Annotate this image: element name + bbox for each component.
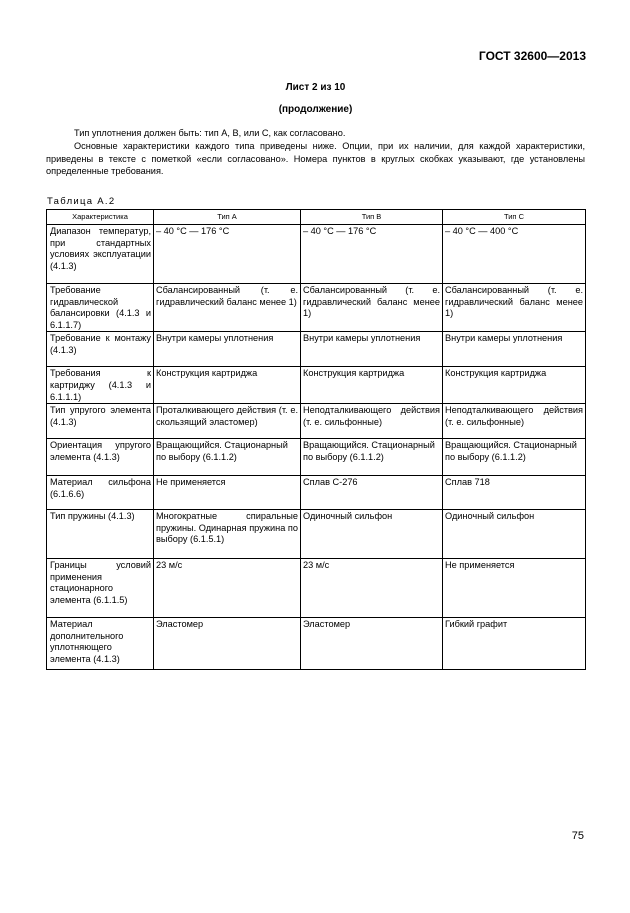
cell-characteristic: Требования к картриджу (4.1.3 и 6.1.1.1): [47, 367, 154, 404]
characteristics-table: [46, 209, 586, 670]
cell-type-a: Эластомер: [154, 618, 301, 670]
sheet-title: Лист 2 из 10: [285, 82, 346, 93]
header-type-c: Тип С: [443, 210, 586, 225]
cell-type-c: – 40 °С — 400 °С: [443, 225, 586, 284]
cell-type-b: 23 м/с: [301, 559, 443, 618]
header-type-b: Тип В: [301, 210, 443, 225]
table-row: [47, 439, 586, 476]
header-characteristic: Характеристика: [47, 210, 154, 225]
cell-type-c: Гибкий графит: [443, 618, 586, 670]
cell-type-b: Конструкция картриджа: [301, 367, 443, 404]
cell-characteristic: Материал дополнительного уплотняющего элемента (4.1.3): [47, 618, 154, 670]
cell-characteristic: Материал сильфона (6.1.6.6): [47, 476, 154, 510]
table-row: [47, 404, 586, 439]
cell-type-a: Многократные спиральные пружины. Одинарная пружина по выбору (6.1.5.1): [154, 510, 301, 559]
table-row: [47, 284, 586, 332]
continuation-label: (продолжение): [278, 104, 353, 115]
cell-type-a: – 40 °С — 176 °С: [154, 225, 301, 284]
cell-type-b: Внутри камеры уплотнения: [301, 332, 443, 367]
table-row: [47, 332, 586, 367]
cell-type-b: Одиночный сильфон: [301, 510, 443, 559]
cell-characteristic: Диапазон температур, при стандартных условиях эксплуатации (4.1.3): [47, 225, 154, 284]
table-row: [47, 559, 586, 618]
cell-characteristic: Ориентация упругого элемента (4.1.3): [47, 439, 154, 476]
intro-paragraph-2: Основные характеристики каждого типа приведены ниже. Опции, при их наличии, для каждой характеристики, приведены в тексте с пометкой «если согласовано». Номера пунктов в круглых скобках указывают, где установлены определенные требования.: [46, 141, 585, 176]
standard-number: ГОСТ 32600—2013: [478, 49, 586, 63]
cell-type-a: Вращающийся. Стационарный по выбору (6.1.1.2): [154, 439, 301, 476]
table-row: [47, 510, 586, 559]
cell-type-a: Конструкция картриджа: [154, 367, 301, 404]
page-number: 75: [571, 830, 584, 842]
cell-characteristic: Тип упругого элемента (4.1.3): [47, 404, 154, 439]
cell-type-b: Сбалансированный (т. е. гидравлический баланс менее 1): [301, 284, 443, 332]
cell-type-c: Сбалансированный (т. е. гидравлический баланс менее 1): [443, 284, 586, 332]
cell-type-c: Одиночный сильфон: [443, 510, 586, 559]
cell-type-a: Проталкивающего действия (т. е. скользящий эластомер): [154, 404, 301, 439]
table-row: [47, 618, 586, 670]
cell-type-a: 23 м/с: [154, 559, 301, 618]
table-row: [47, 476, 586, 510]
cell-type-a: Не применяется: [154, 476, 301, 510]
cell-type-b: Неподталкивающего действия (т. е. сильфонные): [301, 404, 443, 439]
cell-characteristic: Тип пружины (4.1.3): [47, 510, 154, 559]
cell-type-a: Внутри камеры уплотнения: [154, 332, 301, 367]
header-type-a: Тип А: [154, 210, 301, 225]
cell-type-c: Вращающийся. Стационарный по выбору (6.1.1.2): [443, 439, 586, 476]
table-row: [47, 225, 586, 284]
cell-type-c: Сплав 718: [443, 476, 586, 510]
cell-type-c: Неподталкивающего действия (т. е. сильфонные): [443, 404, 586, 439]
table-caption: Таблица А.2: [47, 196, 116, 207]
cell-type-b: – 40 °С — 176 °С: [301, 225, 443, 284]
table-row: [47, 367, 586, 404]
cell-type-c: Не применяется: [443, 559, 586, 618]
cell-type-b: Сплав С-276: [301, 476, 443, 510]
intro-paragraph-1: Тип уплотнения должен быть: тип А, В, или С, как согласовано.: [74, 128, 346, 138]
cell-type-c: Конструкция картриджа: [443, 367, 586, 404]
cell-characteristic: Требование гидравлической балансировки (4.1.3 и 6.1.1.7): [47, 284, 154, 332]
cell-characteristic: Требование к монтажу (4.1.3): [47, 332, 154, 367]
cell-type-c: Внутри камеры уплотнения: [443, 332, 586, 367]
table-header-row: [47, 210, 586, 225]
cell-type-b: Вращающийся. Стационарный по выбору (6.1.1.2): [301, 439, 443, 476]
cell-characteristic: Границы условий применения стационарного элемента (6.1.1.5): [47, 559, 154, 618]
cell-type-a: Сбалансированный (т. е. гидравлический баланс менее 1): [154, 284, 301, 332]
cell-type-b: Эластомер: [301, 618, 443, 670]
